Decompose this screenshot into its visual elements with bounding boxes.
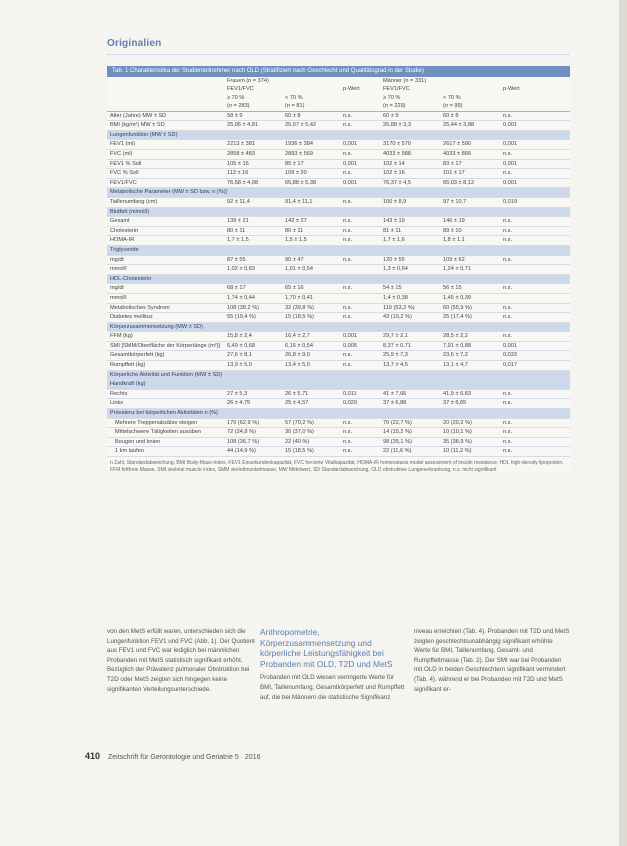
table-header-cell: (n = 283) bbox=[225, 102, 283, 111]
table-cell: 26,88 ± 3,3 bbox=[381, 121, 441, 131]
table-header-cell bbox=[283, 77, 341, 85]
table-cell: n.s. bbox=[501, 332, 570, 342]
table-cell: 0,001 bbox=[341, 140, 381, 150]
table-cell: 55 (19,4 %) bbox=[225, 313, 283, 323]
table-cell: 15 (18,5 %) bbox=[283, 447, 341, 457]
page-number: 410 bbox=[85, 751, 101, 761]
table-cell: 146 ± 19 bbox=[441, 217, 501, 227]
table-section-row bbox=[107, 370, 570, 380]
table-cell: n.s. bbox=[341, 284, 381, 294]
text-column-1 bbox=[107, 627, 255, 694]
table-row-label: mg/dl bbox=[107, 255, 225, 265]
table-cell: 29,7 ± 2,1 bbox=[381, 332, 441, 342]
table-cell: 37 ± 6,88 bbox=[381, 399, 441, 409]
table-cell: n.s. bbox=[341, 428, 381, 438]
table-cell: 105 ± 16 bbox=[225, 159, 283, 169]
table-row-label: FFM (kg) bbox=[107, 332, 225, 342]
table-section-row bbox=[107, 322, 570, 332]
table-cell: 139 ± 21 bbox=[225, 217, 283, 227]
table-row-label: Rechts bbox=[107, 389, 225, 399]
section-label: Originalien bbox=[107, 38, 162, 49]
table-section-label: Körperzusammensetzung (MW ± SD) bbox=[107, 322, 570, 332]
table-cell: 25,07 ± 5,42 bbox=[283, 121, 341, 131]
table-cell: 22 (40 %) bbox=[283, 437, 341, 447]
table-cell: n.s. bbox=[501, 150, 570, 160]
table-row-label: mg/dl bbox=[107, 284, 225, 294]
table-cell: 1936 ± 384 bbox=[283, 140, 341, 150]
table-cell: 44 (14,9 %) bbox=[225, 447, 283, 457]
table-cell: 85 ± 17 bbox=[283, 159, 341, 169]
table-section-row bbox=[107, 207, 570, 217]
body-paragraph: von den MetS erfüllt waren, unterschieden sich die Lungenfunktion FEV1 und FVC (Abb. 1). Der Quotient aus FEV1 und FVC war lediglich bei männlichen Probanden mit MetS statistisch signifikant erhöht. Bezüglich der Prävalenz pulmonaler Obstruktion bei T2D oder MetS zeigten sich hingegen keine signifikanten Verteilungsunterschiede. bbox=[107, 628, 255, 693]
table-row-label: FEV1 (ml) bbox=[107, 140, 225, 150]
table-cell: n.s. bbox=[341, 121, 381, 131]
table-cell: n.s. bbox=[501, 389, 570, 399]
table-cell: 56 ± 15 bbox=[441, 284, 501, 294]
table-row bbox=[107, 178, 570, 188]
table-cell: 14 (15,2 %) bbox=[381, 428, 441, 438]
table-cell bbox=[501, 293, 570, 303]
table-cell: 2893 ± 569 bbox=[283, 150, 341, 160]
table-cell: 0,011 bbox=[341, 389, 381, 399]
table-row bbox=[107, 332, 570, 342]
table-header-cell bbox=[341, 94, 381, 102]
table-cell: 13,9 ± 5,0 bbox=[225, 361, 283, 371]
table-cell: 58 ± 9 bbox=[225, 111, 283, 121]
table-section-row bbox=[107, 188, 570, 198]
table-header-row bbox=[107, 85, 570, 93]
table-cell: 70 (22,7 %) bbox=[381, 418, 441, 428]
table-row bbox=[107, 313, 570, 323]
table-cell: 26,8 ± 9,0 bbox=[283, 351, 341, 361]
table-cell: 65,88 ± 5,38 bbox=[283, 178, 341, 188]
table-row bbox=[107, 418, 570, 428]
table-cell: 109 ± 62 bbox=[441, 255, 501, 265]
table-row bbox=[107, 255, 570, 265]
table-cell: 83 ± 17 bbox=[441, 159, 501, 169]
table-cell: 1,5 ± 1,5 bbox=[283, 236, 341, 246]
table-header-cell: (n = 81) bbox=[283, 102, 341, 111]
table-cell: 37 ± 6,65 bbox=[441, 399, 501, 409]
table-cell: 91,4 ± 11,1 bbox=[283, 197, 341, 207]
table-section-label: Metabolische Parameter (MW ± SD bzw. n (%)) bbox=[107, 188, 570, 198]
table-header-cell: FEV1/FVC bbox=[383, 86, 410, 93]
table-cell: 120 ± 55 bbox=[381, 255, 441, 265]
table-cell: 98 (35,1 %) bbox=[381, 437, 441, 447]
table-cell: n.s. bbox=[501, 437, 570, 447]
subsection-heading: Anthropometrie, Körperzusammensetzung und körperliche Leistungsfähigkeit bei Probanden mit OLD, T2D und MetS bbox=[260, 627, 393, 669]
table-row bbox=[107, 351, 570, 361]
table-cell: n.s. bbox=[341, 418, 381, 428]
table-section-label: Prävalenz bei körperlichen Aktivitäten n (%) bbox=[107, 409, 570, 419]
table-header-cell: ≥ 70 % bbox=[227, 94, 245, 101]
table-row-label: Links bbox=[107, 399, 225, 409]
table-cell: 68 ± 17 bbox=[225, 284, 283, 294]
table-cell: 1,74 ± 0,44 bbox=[225, 293, 283, 303]
table-row-label: FEV1/FVC bbox=[107, 178, 225, 188]
table-row-label: Gesamtkörperfett (kg) bbox=[107, 351, 225, 361]
table-cell bbox=[501, 265, 570, 275]
table-header-cell bbox=[441, 77, 501, 85]
table-header-cell: (n = 229) bbox=[381, 102, 441, 111]
table-cell: 100 ± 8,9 bbox=[381, 197, 441, 207]
table-row bbox=[107, 293, 570, 303]
table-cell: 15,8 ± 2,4 bbox=[225, 332, 283, 342]
table-cell: 1,45 ± 0,39 bbox=[441, 293, 501, 303]
table-header-cell bbox=[107, 102, 225, 111]
table-section-row bbox=[107, 130, 570, 140]
table-cell: 3170 ± 570 bbox=[381, 140, 441, 150]
table-cell: n.s. bbox=[341, 111, 381, 121]
table-cell: n.s. bbox=[341, 197, 381, 207]
table-cell: 60 ± 8 bbox=[441, 111, 501, 121]
table-row bbox=[107, 121, 570, 131]
table-header-cell bbox=[441, 85, 501, 93]
table-row-label: Cholesterin bbox=[107, 226, 225, 236]
table-row bbox=[107, 169, 570, 179]
table-cell: 41,9 ± 6,83 bbox=[441, 389, 501, 399]
table-header-cell bbox=[283, 85, 341, 93]
table-cell: 32 (39,8 %) bbox=[283, 303, 341, 313]
table-row-label: mmol/l bbox=[107, 265, 225, 275]
table-header-cell: p-Wert bbox=[503, 86, 520, 93]
table-header-cell: (n = 99) bbox=[441, 102, 501, 111]
table-cell: 7,91 ± 0,88 bbox=[441, 341, 501, 351]
table-header-row bbox=[107, 102, 570, 111]
table-cell: 60 (55,9 %) bbox=[441, 303, 501, 313]
table-row-label: Beugen und knien bbox=[107, 437, 225, 447]
table-cell: n.s. bbox=[501, 111, 570, 121]
table-cell: 72 (24,9 %) bbox=[225, 428, 283, 438]
table-cell: n.s. bbox=[501, 399, 570, 409]
table-row-label: Diabetes mellitus bbox=[107, 313, 225, 323]
table-header-cell: Männer (n = 331) bbox=[383, 78, 427, 84]
table-section-row bbox=[107, 380, 570, 390]
table-cell: 25,06 ± 4,81 bbox=[225, 121, 283, 131]
table-cell: 35 (38,9 %) bbox=[441, 437, 501, 447]
table-cell: 1,24 ± 0,71 bbox=[441, 265, 501, 275]
table-row-label: mmol/l bbox=[107, 293, 225, 303]
table-cell: n.s. bbox=[341, 447, 381, 457]
table-row-label: Mehrere Treppenabsätze steigen bbox=[107, 418, 225, 428]
table-cell: 13,1 ± 4,7 bbox=[441, 361, 501, 371]
table-row bbox=[107, 447, 570, 457]
table-cell: 2617 ± 590 bbox=[441, 140, 501, 150]
table-cell: n.s. bbox=[341, 437, 381, 447]
table-header-row bbox=[107, 94, 570, 102]
table-header-cell: Frauen (n = 374) bbox=[227, 78, 269, 84]
table-cell: 2213 ± 381 bbox=[225, 140, 283, 150]
table-cell: 54 ± 15 bbox=[381, 284, 441, 294]
table-cell: 26 ± 5,71 bbox=[283, 389, 341, 399]
table-header-cell bbox=[107, 94, 225, 102]
table-cell: 1,01 ± 0,54 bbox=[283, 265, 341, 275]
table-cell: 57 (70,2 %) bbox=[283, 418, 341, 428]
table-row bbox=[107, 111, 570, 121]
table-cell: 60 ± 9 bbox=[381, 111, 441, 121]
table-cell: 4033 ± 588 bbox=[381, 150, 441, 160]
table-row bbox=[107, 140, 570, 150]
table-section-label: Lungenfunktion (MW ± SD) bbox=[107, 130, 570, 140]
table-cell: 81 ± 11 bbox=[381, 226, 441, 236]
table-cell: n.s. bbox=[341, 313, 381, 323]
page-footer bbox=[85, 751, 261, 761]
table-row-label: Taillenumfang (cm) bbox=[107, 197, 225, 207]
top-divider bbox=[107, 54, 569, 55]
journal-name: Zeitschrift für Gerontologie und Geriatrie 5 · 2016 bbox=[107, 754, 261, 761]
table-cell: 102 ± 16 bbox=[381, 169, 441, 179]
table-row bbox=[107, 226, 570, 236]
table-cell: 25 (17,4 %) bbox=[441, 313, 501, 323]
table-cell: 27 ± 5,3 bbox=[225, 389, 283, 399]
table-row bbox=[107, 428, 570, 438]
table-header-cell: < 70 % bbox=[443, 94, 461, 101]
table-cell: 80 ± 11 bbox=[225, 226, 283, 236]
table-row-label: FEV1 % Soll bbox=[107, 159, 225, 169]
table-cell: 0,001 bbox=[341, 159, 381, 169]
table-cell: 2858 ± 483 bbox=[225, 150, 283, 160]
table-section-label: Handkraft (kg) bbox=[107, 380, 570, 390]
table-cell: n.s. bbox=[501, 255, 570, 265]
table-cell: 89 ± 10 bbox=[441, 226, 501, 236]
table-cell: n.s. bbox=[341, 169, 381, 179]
table-cell: n.s. bbox=[341, 351, 381, 361]
table-cell: 76,58 ± 4,08 bbox=[225, 178, 283, 188]
table-row-label: Alter (Jahre) MW ± SD bbox=[107, 111, 225, 121]
table-cell: 22 (11,6 %) bbox=[381, 447, 441, 457]
table-cell: 30 (37,0 %) bbox=[283, 428, 341, 438]
table-caption: Tab. 1 Charakteristika der Studienteilnehmer nach OLD (Stratifiziert nach Geschlecht und Qualitätsgrad in der Studie) bbox=[107, 66, 570, 77]
table-cell: 97 ± 10,7 bbox=[441, 197, 501, 207]
table-cell: 41 ± 7,66 bbox=[381, 389, 441, 399]
table-cell: 119 (53,2 %) bbox=[381, 303, 441, 313]
table-cell: 1,8 ± 1,1 bbox=[441, 236, 501, 246]
table-row-label: BMI (kg/m²) MW ± SD bbox=[107, 121, 225, 131]
table-cell: n.s. bbox=[501, 169, 570, 179]
table-cell: n.s. bbox=[341, 361, 381, 371]
table-cell: 1,3 ± 0,64 bbox=[381, 265, 441, 275]
table-cell: 0,001 bbox=[341, 332, 381, 342]
table-footnote: n Zahl, Standardabweichung, BMI Body-Mass-Index, FEV1 Einsekundenkapazität, FVC forcierte Vitalkapazität, HOMA-IR homeostasis model assessment of insulin resistance, HDL high-density lipoprotein, FFM fettfreie Masse, SMI skeletal muscle index, SMM skelettmuskelmasse, MW Mittelwert, SD Standardabweichung, OLD obstruktive Lungenerkrankung, n.s. nicht signifikant bbox=[110, 460, 564, 473]
table-cell: 92 ± 11,4 bbox=[225, 197, 283, 207]
table-row bbox=[107, 361, 570, 371]
table-cell: n.s. bbox=[341, 226, 381, 236]
table-section-row bbox=[107, 245, 570, 255]
table-section-row bbox=[107, 274, 570, 284]
table-cell: n.s. bbox=[501, 284, 570, 294]
table-header-cell bbox=[501, 77, 570, 85]
table-section-label: Blutfett (mmol/l) bbox=[107, 207, 570, 217]
table-cell: 20 (20,2 %) bbox=[441, 418, 501, 428]
table-cell: 108 (36,7 %) bbox=[225, 437, 283, 447]
table-cell: 4033 ± 866 bbox=[441, 150, 501, 160]
table-cell bbox=[341, 293, 381, 303]
table-cell: n.s. bbox=[501, 303, 570, 313]
table-cell: 87 ± 55 bbox=[225, 255, 283, 265]
table-cell: 1,02 ± 0,83 bbox=[225, 265, 283, 275]
table-cell: 6,16 ± 0,54 bbox=[283, 341, 341, 351]
table-cell: 1,7 ± 1,5 bbox=[225, 236, 283, 246]
table-row-label: 1 km laufen bbox=[107, 447, 225, 457]
table-row-label: FVC (ml) bbox=[107, 150, 225, 160]
text-column-3 bbox=[414, 627, 570, 694]
table-header-cell: ≥ 70 % bbox=[383, 94, 401, 101]
table-cell: 113 ± 16 bbox=[225, 169, 283, 179]
table-cell: 0,001 bbox=[501, 159, 570, 169]
table-cell: n.s. bbox=[501, 236, 570, 246]
table-cell: 0,029 bbox=[341, 399, 381, 409]
table-cell: 1,4 ± 0,38 bbox=[381, 293, 441, 303]
table-row bbox=[107, 265, 570, 275]
table-cell: 90 ± 47 bbox=[283, 255, 341, 265]
table-cell: n.s. bbox=[501, 418, 570, 428]
table-cell: 16,4 ± 2,7 bbox=[283, 332, 341, 342]
table-cell: 108 (38,2 %) bbox=[225, 303, 283, 313]
table-cell: n.s. bbox=[501, 313, 570, 323]
body-paragraph: Probanden mit OLD wiesen verringerte Werte für BMI, Taillenumfang, Gesamtkörperfett und Rumpffett auf, die bei Männern die statistische Signifikanz bbox=[260, 674, 405, 701]
table-row bbox=[107, 217, 570, 227]
table-row-label: Mittelschwere Tätigkeiten ausüben bbox=[107, 428, 225, 438]
table-cell: 23,6 ± 7,2 bbox=[441, 351, 501, 361]
table-cell bbox=[341, 265, 381, 275]
table-row bbox=[107, 303, 570, 313]
table-section-row bbox=[107, 409, 570, 419]
table-cell: 0,001 bbox=[501, 178, 570, 188]
table-row bbox=[107, 197, 570, 207]
table-header-cell: FEV1/FVC bbox=[227, 86, 254, 93]
table-cell: 1,70 ± 0,41 bbox=[283, 293, 341, 303]
table-header-row bbox=[107, 77, 570, 85]
table-row-label: SMI [SMM/Oberfläche der Körperlänge (m²)] bbox=[107, 341, 225, 351]
table-cell: 0,005 bbox=[341, 341, 381, 351]
table-cell: 0,001 bbox=[501, 341, 570, 351]
table-cell: n.s. bbox=[501, 428, 570, 438]
table-cell: 43 (19,2 %) bbox=[381, 313, 441, 323]
table-cell: 28,5 ± 2,2 bbox=[441, 332, 501, 342]
table-cell: 6,49 ± 0,68 bbox=[225, 341, 283, 351]
table-cell: 15 (18,5 %) bbox=[283, 313, 341, 323]
table-header-cell bbox=[107, 85, 225, 93]
table-cell: n.s. bbox=[341, 236, 381, 246]
table-cell: 0,033 bbox=[501, 351, 570, 361]
table-cell: 25,9 ± 7,3 bbox=[381, 351, 441, 361]
table-cell: n.s. bbox=[501, 447, 570, 457]
table-cell: 65,03 ± 8,12 bbox=[441, 178, 501, 188]
table-cell: 143 ± 19 bbox=[381, 217, 441, 227]
data-table-block bbox=[107, 66, 570, 473]
table-section-label: HDL-Cholesterin bbox=[107, 274, 570, 284]
table-header-cell bbox=[107, 77, 225, 85]
table-cell: 65 ± 16 bbox=[283, 284, 341, 294]
text-column-2 bbox=[260, 627, 408, 702]
table-row-label: Gesamt bbox=[107, 217, 225, 227]
table-row bbox=[107, 389, 570, 399]
table-row bbox=[107, 236, 570, 246]
table-row bbox=[107, 150, 570, 160]
table-row bbox=[107, 284, 570, 294]
table-row-label: Metabolisches Syndrom bbox=[107, 303, 225, 313]
table-cell: 25 ± 4,57 bbox=[283, 399, 341, 409]
table-row-label: HOMA-IR bbox=[107, 236, 225, 246]
table-cell: 10 (11,2 %) bbox=[441, 447, 501, 457]
table-cell: 0,017 bbox=[501, 361, 570, 371]
body-paragraph: niveau erreichten (Tab. 4). Probanden mit T2D und MetS zeigten geschlechtsunabhängig signifikant erhöhte Werte für BMI, Taillenumfang, Gesamt- und Rumpffettmasse (Tab. 2). Der SMI war bei Probanden mit OLD in beiden Geschlechtern signifikant vermindert (Tab. 4), während er bei Probanden mit T2D und MetS signifikant er- bbox=[414, 628, 570, 693]
table-cell: n.s. bbox=[341, 150, 381, 160]
table-cell: 8,37 ± 0,71 bbox=[381, 341, 441, 351]
table-cell: 1,7 ± 1,6 bbox=[381, 236, 441, 246]
page-edge bbox=[619, 0, 627, 846]
table-header-cell: p-Wert bbox=[343, 86, 360, 93]
table-cell: 0,001 bbox=[501, 140, 570, 150]
table-cell: 10 (10,1 %) bbox=[441, 428, 501, 438]
table-cell: 101 ± 17 bbox=[441, 169, 501, 179]
table-cell: 170 (62,9 %) bbox=[225, 418, 283, 428]
table-cell: 102 ± 14 bbox=[381, 159, 441, 169]
table-cell: 0,001 bbox=[501, 121, 570, 131]
table-header-cell: < 70 % bbox=[285, 94, 303, 101]
table-cell: 60 ± 8 bbox=[283, 111, 341, 121]
table-cell: 25,44 ± 3,88 bbox=[441, 121, 501, 131]
characteristics-table bbox=[107, 77, 570, 457]
table-cell: n.s. bbox=[501, 217, 570, 227]
table-cell: 0,019 bbox=[501, 197, 570, 207]
table-cell: 109 ± 20 bbox=[283, 169, 341, 179]
table-row-label: FVC % Soll bbox=[107, 169, 225, 179]
table-header-cell bbox=[501, 94, 570, 102]
table-cell: 13,4 ± 5,0 bbox=[283, 361, 341, 371]
table-row bbox=[107, 159, 570, 169]
table-cell: n.s. bbox=[341, 255, 381, 265]
table-header-cell bbox=[341, 102, 381, 111]
table-row bbox=[107, 399, 570, 409]
table-cell: n.s. bbox=[501, 226, 570, 236]
table-section-label: Körperliche Aktivität und Funktion (MW ± SD) bbox=[107, 370, 570, 380]
table-row-label: Rumpffett (kg) bbox=[107, 361, 225, 371]
table-cell: 142 ± 27 bbox=[283, 217, 341, 227]
table-cell: 27,6 ± 8,1 bbox=[225, 351, 283, 361]
table-cell: 80 ± 11 bbox=[283, 226, 341, 236]
table-cell: 0,001 bbox=[341, 178, 381, 188]
table-row bbox=[107, 437, 570, 447]
table-section-label: Triglyceride bbox=[107, 245, 570, 255]
table-cell: 26 ± 4,75 bbox=[225, 399, 283, 409]
table-cell: n.s. bbox=[341, 303, 381, 313]
table-cell: 13,7 ± 4,5 bbox=[381, 361, 441, 371]
table-cell: 76,37 ± 4,5 bbox=[381, 178, 441, 188]
table-row bbox=[107, 341, 570, 351]
table-header-cell bbox=[341, 77, 381, 85]
table-header-cell bbox=[501, 102, 570, 111]
table-cell: n.s. bbox=[341, 217, 381, 227]
